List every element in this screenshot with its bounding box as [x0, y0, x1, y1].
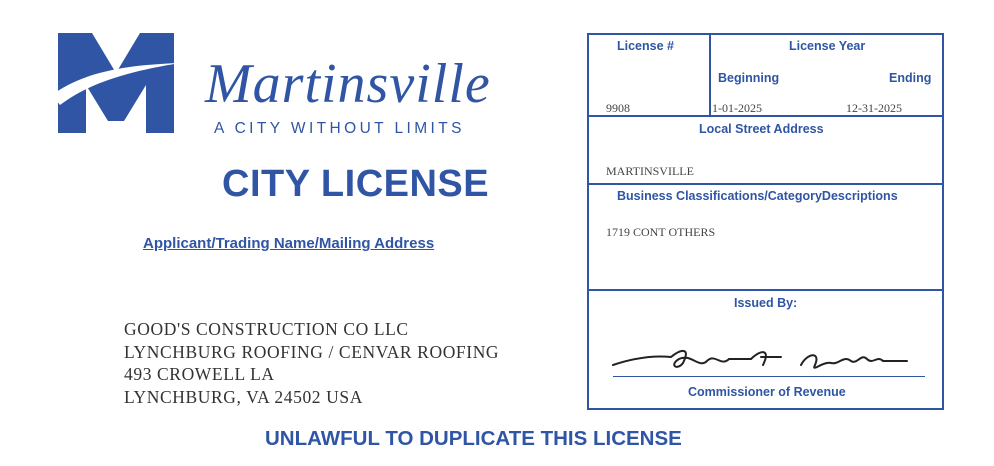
- city-name: Martinsville: [205, 53, 491, 115]
- signature-line: [613, 376, 925, 377]
- duplicate-warning: UNLAWFUL TO DUPLICATE THIS LICENSE: [265, 427, 682, 450]
- applicant-line: 493 CROWELL LA: [124, 364, 275, 384]
- document-title: CITY LICENSE: [222, 163, 490, 205]
- applicant-line: GOOD'S CONSTRUCTION CO LLC: [124, 319, 409, 339]
- m-logo-icon: [52, 33, 180, 133]
- applicant-line: LYNCHBURG ROOFING / CENVAR ROOFING: [124, 341, 500, 362]
- beginning-label: Beginning: [718, 71, 780, 85]
- license-number: 9908: [606, 101, 630, 115]
- applicant-label: Applicant/Trading Name/Mailing Address: [143, 235, 435, 252]
- license-box: [587, 33, 944, 410]
- city-tagline: A CITY WITHOUT LIMITS: [214, 120, 465, 137]
- issued-by-label: Issued By:: [734, 296, 798, 310]
- street-address: MARTINSVILLE: [606, 164, 694, 178]
- beginning-date: 1-01-2025: [712, 101, 762, 115]
- divider: [709, 35, 711, 115]
- classification-value: 1719 CONT OTHERS: [606, 225, 716, 239]
- license-year-label: License Year: [789, 39, 866, 53]
- ending-label: Ending: [889, 71, 932, 85]
- applicant-line: LYNCHBURG, VA 24502 USA: [124, 386, 363, 407]
- license-number-label: License #: [617, 39, 674, 53]
- divider: [589, 183, 942, 185]
- divider: [589, 289, 942, 291]
- signer-title: Commissioner of Revenue: [688, 385, 846, 399]
- ending-date: 12-31-2025: [846, 101, 902, 115]
- classification-label: Business Classifications/CategoryDescriptions: [617, 189, 898, 203]
- applicant-address: [124, 318, 499, 408]
- commissioner-signature: [611, 335, 911, 379]
- street-address-label: Local Street Address: [699, 122, 824, 136]
